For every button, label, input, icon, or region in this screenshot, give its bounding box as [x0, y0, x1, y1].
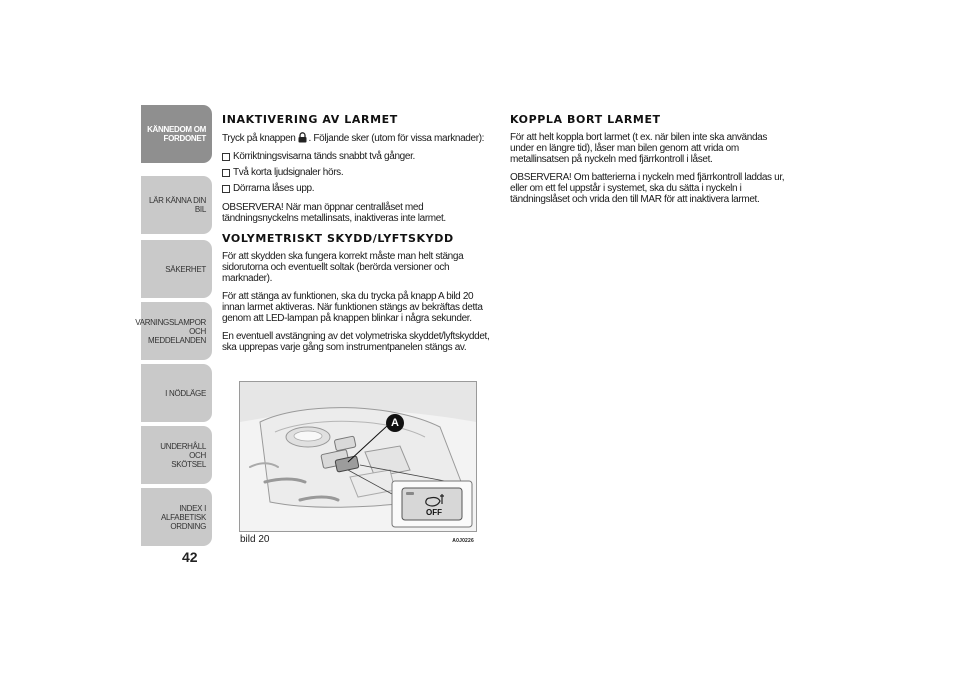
- paragraph: För att helt koppla bort larmet (t ex. när bilen inte ska användas under en längre tid), låser man bilen genom att vrida om metallinsatsen på nyckeln med fjärrkontroll i låset.: [510, 132, 768, 165]
- checkbox-bullet-icon: [222, 153, 230, 161]
- callout-label-a: A: [391, 417, 399, 429]
- heading-inaktivering: INAKTIVERING AV LARMET: [222, 113, 398, 126]
- left-column: [222, 113, 497, 360]
- right-column: [510, 113, 785, 212]
- figure-caption: [240, 533, 476, 547]
- figure-illustration: [239, 381, 477, 532]
- heading-koppla-bort: KOPPLA BORT LARMET: [510, 113, 661, 126]
- paragraph: För att stänga av funktionen, ska du trycka på knapp A bild 20 innan larmet aktiveras. När funktionen stängs av bekräftas detta genom att LED-lampan på knappen blinkar i några sekunder.: [222, 291, 483, 324]
- tab-lar-kanna-din-bil[interactable]: LÄR KÄNNA DIN BIL: [141, 176, 212, 234]
- bullet-item: Körriktningsvisarna tänds snabbt två gånger.: [222, 151, 497, 162]
- figure-code: A0J0226: [452, 538, 474, 544]
- tab-varningslampor[interactable]: VARNINGSLAMPOR OCH MEDDELANDEN: [141, 302, 212, 360]
- tab-i-nodlage[interactable]: I NÖDLÄGE: [141, 364, 212, 422]
- checkbox-bullet-icon: [222, 169, 230, 177]
- tab-kannedom-om-fordonet[interactable]: KÄNNEDOM OM FORDONET: [141, 105, 212, 163]
- tab-sakerhet[interactable]: SÄKERHET: [141, 240, 212, 298]
- off-button-label: OFF: [426, 508, 442, 517]
- tab-underhall-och-skotsel[interactable]: UNDERHÅLL OCH SKÖTSEL: [141, 426, 212, 484]
- lock-icon: [298, 132, 307, 143]
- page-number: 42: [182, 549, 198, 565]
- note-paragraph: OBSERVERA! När man öppnar centrallåset med tändningsnyckelns metallinsats, inaktiveras inte larmet.: [222, 202, 446, 224]
- intro-paragraph: Tryck på knappen . Följande sker (utom för vissa marknader):: [222, 133, 485, 144]
- note-paragraph: OBSERVERA! Om batterierna i nyckeln med fjärrkontroll laddas ur, eller om ett fel uppstår i systemet, ska du sätta i nyckeln i tändningslåset och vrida den till MAR för att inaktivera larmet.: [510, 172, 785, 205]
- figure-caption-text: bild 20: [240, 534, 270, 545]
- bullet-item: Två korta ljudsignaler hörs.: [222, 167, 497, 178]
- paragraph: För att skydden ska fungera korrekt måste man helt stänga sidorutorna och eventuellt soltak (berörda versioner och marknader).: [222, 251, 464, 284]
- bullet-item: Dörrarna låses upp.: [222, 183, 497, 194]
- paragraph: En eventuell avstängning av det volymetriska skyddet/lyftskyddet, ska upprepas varje gång som instrumentpanelen stängs av.: [222, 331, 490, 353]
- tab-index[interactable]: INDEX I ALFABETISK ORDNING: [141, 488, 212, 546]
- checkbox-bullet-icon: [222, 185, 230, 193]
- heading-volymetriskt: VOLYMETRISKT SKYDD/LYFTSKYDD: [222, 232, 454, 245]
